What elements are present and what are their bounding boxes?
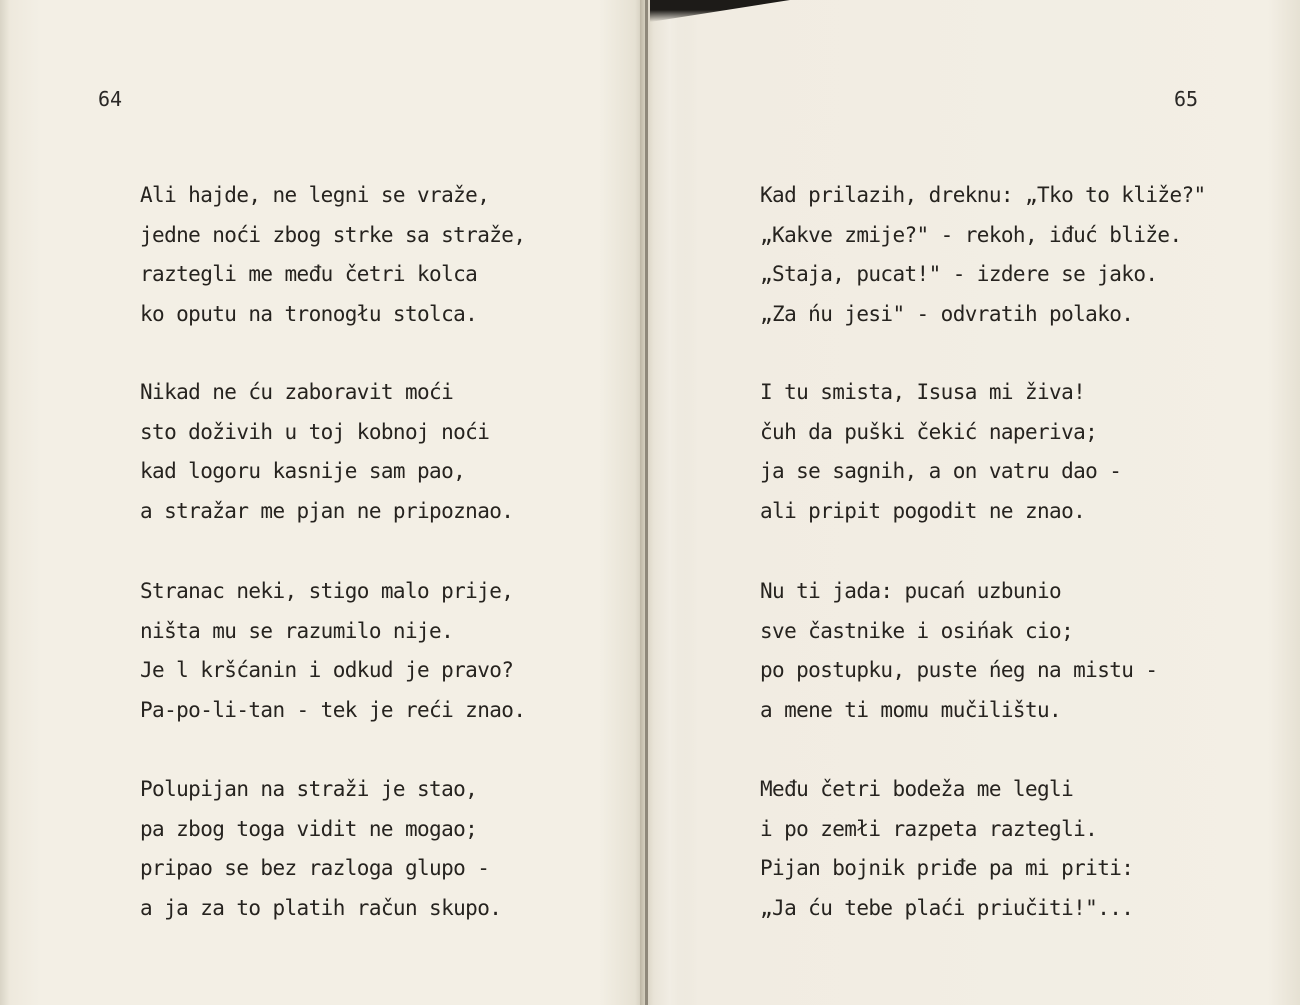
book-spine-line xyxy=(645,0,648,1005)
poem-line: Ali hajde, ne legni se vraže, xyxy=(140,183,490,207)
left-stanza-2 xyxy=(140,373,513,531)
poem-line: a stražar me pjan ne pripoznao. xyxy=(140,498,514,523)
poem-line: pripao se bez razloga glupo - xyxy=(140,856,490,880)
book-gutter xyxy=(640,0,700,1005)
right-stanza-2 xyxy=(760,373,1121,531)
poem-line: kad logoru kasnije sam pao, xyxy=(140,459,466,483)
poem-line: Pa-po-li-tan - tek je reći znao. xyxy=(140,697,526,722)
poem-line: I tu smista, Isusa mi živa! xyxy=(760,380,1086,404)
poem-line: Stranac neki, stigo malo prije, xyxy=(140,579,514,603)
poem-line: Je l kršćanin i odkud je pravo? xyxy=(140,658,514,682)
poem-line: ništa mu se razumilo nije. xyxy=(140,618,454,643)
poem-line: „Kakve zmije?" - rekoh, iđuć bliže. xyxy=(760,222,1182,247)
poem-line: ali pripit pogodit ne znao. xyxy=(760,498,1086,523)
left-stanza-3 xyxy=(140,572,525,730)
poem-line: Polupijan na straži je stao, xyxy=(140,777,478,801)
poem-line: čuh da puški čekić naperiva; xyxy=(760,419,1098,444)
poem-line: raztegli me među četri kolca xyxy=(140,262,478,286)
poem-line: Pijan bojnik priđe pa mi priti: xyxy=(760,856,1134,880)
poem-line: po postupku, puste ńeg na mistu - xyxy=(760,658,1158,682)
right-stanza-3 xyxy=(760,572,1157,730)
poem-line: a mene ti momu mučilištu. xyxy=(760,697,1062,722)
poem-line: Nikad ne ću zaboravit moći xyxy=(140,380,454,404)
right-page-number: 65 xyxy=(1174,87,1199,111)
left-stanza-4 xyxy=(140,770,501,928)
poem-line: Nu ti jada: pucań uzbunio xyxy=(760,579,1062,603)
poem-line: sto doživih u toj kobnoj noći xyxy=(140,419,490,444)
poem-line: „Staja, pucat!" - izdere se jako. xyxy=(760,262,1158,286)
poem-line: jedne noći zbog strke sa straže, xyxy=(140,222,526,247)
poem-line: „Za ńu jesi" - odvratih polako. xyxy=(760,301,1134,326)
left-stanza-1 xyxy=(140,176,525,334)
poem-line: „Ja ću tebe plaći priučiti!"... xyxy=(760,895,1134,920)
poem-line: ko oputu na tronogłu stolca. xyxy=(140,301,478,326)
right-stanza-4 xyxy=(760,770,1133,928)
right-stanza-1 xyxy=(760,176,1206,334)
poem-line: ja se sagnih, a on vatru dao - xyxy=(760,459,1122,483)
poem-line: sve častnike i osińak cio; xyxy=(760,618,1074,643)
poem-line: Među četri bodeža me legli xyxy=(760,777,1074,801)
poem-line: pa zbog toga vidit ne mogao; xyxy=(140,816,478,841)
left-page-number: 64 xyxy=(98,87,123,111)
poem-line: i po zemłi razpeta raztegli. xyxy=(760,816,1098,841)
poem-line: a ja za to platih račun skupo. xyxy=(140,895,502,920)
poem-line: Kad prilazih, dreknu: „Tko to kliže?" xyxy=(760,183,1206,207)
